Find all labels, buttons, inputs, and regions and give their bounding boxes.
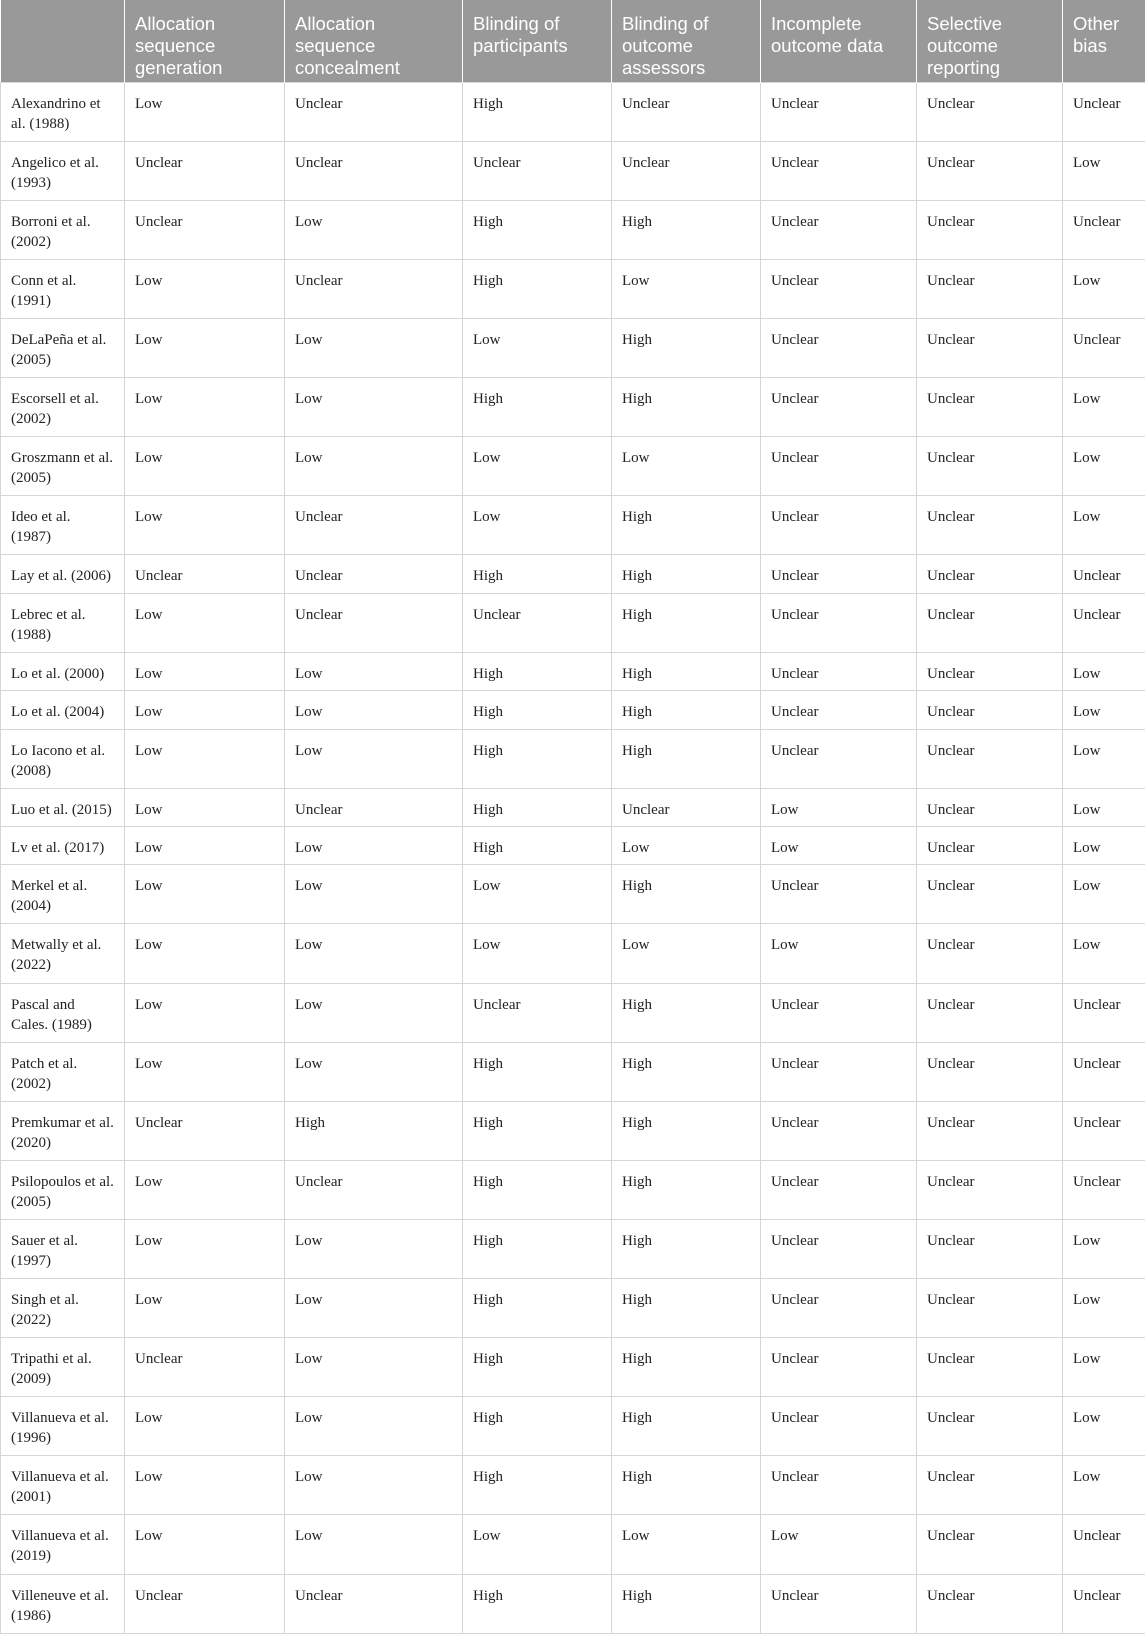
risk-rating-cell: High bbox=[463, 200, 612, 259]
study-cell: Lebrec et al. (1988) bbox=[1, 593, 125, 652]
risk-rating-cell: Low bbox=[1063, 1456, 1145, 1515]
column-header: Allocation sequence concealment bbox=[285, 0, 463, 82]
table-row bbox=[1, 1456, 1145, 1515]
table-row bbox=[1, 1160, 1145, 1219]
table-row bbox=[1, 496, 1145, 555]
table-row bbox=[1, 652, 1145, 690]
study-cell: Singh et al. (2022) bbox=[1, 1279, 125, 1338]
table-row bbox=[1, 1042, 1145, 1101]
risk-rating-cell: Low bbox=[1063, 652, 1145, 690]
table-row bbox=[1, 141, 1145, 200]
risk-rating-cell: Unclear bbox=[285, 82, 463, 141]
risk-rating-cell: Unclear bbox=[917, 1160, 1063, 1219]
risk-rating-cell: High bbox=[612, 555, 761, 593]
risk-rating-cell: Unclear bbox=[917, 437, 1063, 496]
risk-rating-cell: Unclear bbox=[917, 1042, 1063, 1101]
risk-rating-cell: High bbox=[463, 691, 612, 729]
risk-rating-cell: Low bbox=[463, 496, 612, 555]
risk-rating-cell: Unclear bbox=[125, 1574, 285, 1633]
risk-rating-cell: Low bbox=[612, 259, 761, 318]
risk-rating-cell: Low bbox=[463, 1515, 612, 1574]
risk-rating-cell: Low bbox=[125, 1042, 285, 1101]
risk-rating-cell: Unclear bbox=[761, 318, 917, 377]
table-row bbox=[1, 865, 1145, 924]
risk-rating-cell: Low bbox=[1063, 437, 1145, 496]
risk-rating-cell: High bbox=[612, 1160, 761, 1219]
risk-rating-cell: Unclear bbox=[125, 141, 285, 200]
risk-rating-cell: Unclear bbox=[612, 788, 761, 826]
risk-rating-cell: Low bbox=[612, 437, 761, 496]
risk-rating-cell: Low bbox=[612, 1515, 761, 1574]
risk-rating-cell: Low bbox=[612, 924, 761, 983]
risk-rating-cell: High bbox=[612, 1338, 761, 1397]
risk-rating-cell: Low bbox=[463, 865, 612, 924]
study-cell: Patch et al. (2002) bbox=[1, 1042, 125, 1101]
risk-rating-cell: High bbox=[463, 1219, 612, 1278]
risk-rating-cell: Low bbox=[125, 827, 285, 865]
risk-rating-cell: Unclear bbox=[463, 593, 612, 652]
risk-rating-cell: High bbox=[612, 1279, 761, 1338]
risk-rating-cell: Unclear bbox=[125, 1338, 285, 1397]
risk-rating-cell: Unclear bbox=[917, 865, 1063, 924]
column-header: Other bias bbox=[1063, 0, 1145, 82]
risk-rating-cell: Unclear bbox=[917, 141, 1063, 200]
risk-rating-cell: Unclear bbox=[761, 652, 917, 690]
study-cell: Premkumar et al. (2020) bbox=[1, 1101, 125, 1160]
risk-rating-cell: Unclear bbox=[917, 1574, 1063, 1633]
study-cell: Ideo et al. (1987) bbox=[1, 496, 125, 555]
risk-rating-cell: Unclear bbox=[917, 1397, 1063, 1456]
risk-rating-cell: Unclear bbox=[917, 200, 1063, 259]
study-cell: Villanueva et al. (2019) bbox=[1, 1515, 125, 1574]
risk-rating-cell: High bbox=[463, 1160, 612, 1219]
risk-rating-cell: Low bbox=[285, 318, 463, 377]
risk-rating-cell: Unclear bbox=[1063, 593, 1145, 652]
risk-rating-cell: Unclear bbox=[125, 1101, 285, 1160]
table-row bbox=[1, 1397, 1145, 1456]
risk-rating-cell: Low bbox=[125, 983, 285, 1042]
risk-rating-cell: Unclear bbox=[761, 1574, 917, 1633]
risk-rating-cell: Unclear bbox=[761, 200, 917, 259]
risk-rating-cell: Unclear bbox=[1063, 1574, 1145, 1633]
risk-rating-cell: Low bbox=[285, 827, 463, 865]
risk-rating-cell: Low bbox=[1063, 496, 1145, 555]
risk-rating-cell: High bbox=[612, 1456, 761, 1515]
risk-rating-cell: Unclear bbox=[761, 1101, 917, 1160]
risk-rating-cell: High bbox=[463, 788, 612, 826]
risk-rating-cell: Unclear bbox=[1063, 1515, 1145, 1574]
table-row bbox=[1, 1515, 1145, 1574]
risk-rating-cell: Low bbox=[612, 827, 761, 865]
risk-rating-cell: High bbox=[463, 259, 612, 318]
risk-rating-cell: High bbox=[612, 652, 761, 690]
risk-rating-cell: Unclear bbox=[1063, 1101, 1145, 1160]
risk-rating-cell: Low bbox=[285, 691, 463, 729]
risk-rating-cell: Low bbox=[1063, 729, 1145, 788]
risk-rating-cell: High bbox=[463, 652, 612, 690]
table-row bbox=[1, 1279, 1145, 1338]
risk-rating-cell: Unclear bbox=[285, 141, 463, 200]
risk-rating-cell: Low bbox=[285, 1279, 463, 1338]
risk-rating-cell: Low bbox=[125, 318, 285, 377]
risk-rating-cell: Low bbox=[1063, 788, 1145, 826]
risk-rating-cell: Unclear bbox=[761, 555, 917, 593]
table-row bbox=[1, 983, 1145, 1042]
risk-rating-cell: High bbox=[612, 691, 761, 729]
risk-rating-cell: Low bbox=[1063, 865, 1145, 924]
risk-rating-cell: Unclear bbox=[125, 200, 285, 259]
risk-rating-cell: Unclear bbox=[917, 259, 1063, 318]
study-cell: Psilopoulos et al. (2005) bbox=[1, 1160, 125, 1219]
risk-rating-cell: Unclear bbox=[917, 1279, 1063, 1338]
study-cell: Groszmann et al. (2005) bbox=[1, 437, 125, 496]
risk-rating-cell: Low bbox=[285, 1042, 463, 1101]
risk-rating-cell: Low bbox=[125, 437, 285, 496]
risk-rating-cell: Unclear bbox=[1063, 1160, 1145, 1219]
header-study-column bbox=[1, 0, 125, 82]
risk-rating-cell: Low bbox=[1063, 827, 1145, 865]
risk-rating-cell: Low bbox=[125, 377, 285, 436]
risk-rating-cell: High bbox=[463, 82, 612, 141]
column-header: Blinding of participants bbox=[463, 0, 612, 82]
risk-rating-cell: Unclear bbox=[285, 1160, 463, 1219]
risk-rating-cell: Low bbox=[1063, 1219, 1145, 1278]
table-row bbox=[1, 1574, 1145, 1633]
study-cell: Luo et al. (2015) bbox=[1, 788, 125, 826]
study-cell: Conn et al. (1991) bbox=[1, 259, 125, 318]
study-cell: Lv et al. (2017) bbox=[1, 827, 125, 865]
risk-rating-cell: Unclear bbox=[761, 729, 917, 788]
risk-rating-cell: Unclear bbox=[761, 1397, 917, 1456]
table-row bbox=[1, 1101, 1145, 1160]
risk-rating-cell: Low bbox=[125, 1397, 285, 1456]
risk-rating-cell: High bbox=[463, 1279, 612, 1338]
risk-rating-cell: Unclear bbox=[761, 983, 917, 1042]
risk-rating-cell: Unclear bbox=[761, 1279, 917, 1338]
table-row bbox=[1, 437, 1145, 496]
risk-rating-cell: Low bbox=[125, 82, 285, 141]
risk-rating-cell: Unclear bbox=[1063, 1042, 1145, 1101]
study-cell: Villeneuve et al. (1986) bbox=[1, 1574, 125, 1633]
risk-rating-cell: Low bbox=[125, 496, 285, 555]
table-row bbox=[1, 1219, 1145, 1278]
table-body bbox=[1, 82, 1145, 1633]
risk-rating-cell: Unclear bbox=[285, 555, 463, 593]
risk-rating-cell: Unclear bbox=[917, 1101, 1063, 1160]
risk-rating-cell: Low bbox=[285, 200, 463, 259]
risk-rating-cell: Unclear bbox=[761, 377, 917, 436]
risk-rating-cell: High bbox=[463, 1574, 612, 1633]
risk-rating-cell: Low bbox=[285, 377, 463, 436]
risk-rating-cell: Unclear bbox=[612, 141, 761, 200]
risk-rating-cell: Unclear bbox=[761, 1338, 917, 1397]
table-row bbox=[1, 691, 1145, 729]
risk-rating-cell: Unclear bbox=[761, 259, 917, 318]
table-row bbox=[1, 82, 1145, 141]
risk-rating-cell: High bbox=[463, 1456, 612, 1515]
risk-rating-cell: Low bbox=[285, 1397, 463, 1456]
risk-rating-cell: Low bbox=[285, 865, 463, 924]
risk-rating-cell: Low bbox=[761, 788, 917, 826]
risk-rating-cell: Unclear bbox=[917, 983, 1063, 1042]
risk-rating-cell: Unclear bbox=[917, 593, 1063, 652]
risk-rating-cell: Low bbox=[1063, 1279, 1145, 1338]
risk-rating-cell: Unclear bbox=[463, 141, 612, 200]
risk-rating-cell: Unclear bbox=[125, 555, 285, 593]
table-row bbox=[1, 200, 1145, 259]
risk-rating-cell: High bbox=[463, 1397, 612, 1456]
study-cell: Sauer et al. (1997) bbox=[1, 1219, 125, 1278]
study-cell: Borroni et al. (2002) bbox=[1, 200, 125, 259]
study-cell: Pascal and Cales. (1989) bbox=[1, 983, 125, 1042]
risk-rating-cell: High bbox=[612, 865, 761, 924]
risk-rating-cell: High bbox=[612, 200, 761, 259]
risk-rating-cell: Unclear bbox=[612, 82, 761, 141]
risk-rating-cell: High bbox=[463, 827, 612, 865]
column-header: Allocation sequence generation bbox=[125, 0, 285, 82]
risk-rating-cell: Unclear bbox=[1063, 82, 1145, 141]
risk-rating-cell: Low bbox=[125, 652, 285, 690]
risk-rating-cell: Low bbox=[285, 1456, 463, 1515]
study-cell: DeLaPeña et al. (2005) bbox=[1, 318, 125, 377]
risk-rating-cell: Unclear bbox=[917, 924, 1063, 983]
risk-rating-cell: Low bbox=[125, 1219, 285, 1278]
risk-rating-cell: High bbox=[612, 983, 761, 1042]
study-cell: Villanueva et al. (1996) bbox=[1, 1397, 125, 1456]
study-cell: Tripathi et al. (2009) bbox=[1, 1338, 125, 1397]
risk-rating-cell: Low bbox=[1063, 259, 1145, 318]
risk-rating-cell: Unclear bbox=[285, 788, 463, 826]
study-cell: Escorsell et al. (2002) bbox=[1, 377, 125, 436]
column-header: Blinding of outcome assessors bbox=[612, 0, 761, 82]
risk-rating-cell: Low bbox=[761, 827, 917, 865]
risk-rating-cell: Unclear bbox=[917, 691, 1063, 729]
risk-rating-cell: Unclear bbox=[761, 437, 917, 496]
risk-rating-cell: Unclear bbox=[285, 1574, 463, 1633]
risk-rating-cell: Unclear bbox=[1063, 200, 1145, 259]
study-cell: Lo et al. (2004) bbox=[1, 691, 125, 729]
risk-rating-cell: Unclear bbox=[917, 555, 1063, 593]
risk-rating-cell: Unclear bbox=[917, 788, 1063, 826]
table-row bbox=[1, 729, 1145, 788]
risk-rating-cell: Unclear bbox=[1063, 983, 1145, 1042]
risk-rating-cell: High bbox=[612, 1574, 761, 1633]
risk-rating-cell: Unclear bbox=[761, 141, 917, 200]
study-cell: Villanueva et al. (2001) bbox=[1, 1456, 125, 1515]
table-row bbox=[1, 318, 1145, 377]
risk-rating-cell: Low bbox=[125, 593, 285, 652]
study-cell: Lo Iacono et al. (2008) bbox=[1, 729, 125, 788]
risk-rating-cell: Unclear bbox=[761, 82, 917, 141]
risk-rating-cell: Unclear bbox=[917, 1515, 1063, 1574]
risk-rating-cell: Unclear bbox=[917, 82, 1063, 141]
risk-rating-cell: Low bbox=[1063, 924, 1145, 983]
study-cell: Lo et al. (2000) bbox=[1, 652, 125, 690]
risk-rating-cell: Unclear bbox=[761, 1042, 917, 1101]
risk-rating-cell: High bbox=[463, 555, 612, 593]
risk-rating-cell: Low bbox=[125, 1456, 285, 1515]
table-row bbox=[1, 593, 1145, 652]
risk-rating-cell: Low bbox=[1063, 377, 1145, 436]
risk-rating-cell: High bbox=[612, 318, 761, 377]
risk-rating-cell: Unclear bbox=[285, 259, 463, 318]
risk-rating-cell: Low bbox=[463, 437, 612, 496]
risk-rating-cell: Low bbox=[125, 1160, 285, 1219]
risk-rating-cell: Low bbox=[761, 924, 917, 983]
risk-rating-cell: Low bbox=[125, 729, 285, 788]
risk-rating-cell: High bbox=[612, 1219, 761, 1278]
risk-rating-cell: Low bbox=[285, 924, 463, 983]
risk-rating-cell: Unclear bbox=[761, 496, 917, 555]
risk-rating-cell: Unclear bbox=[917, 1456, 1063, 1515]
risk-rating-cell: Unclear bbox=[761, 691, 917, 729]
risk-rating-cell: High bbox=[612, 1042, 761, 1101]
risk-rating-cell: Unclear bbox=[917, 729, 1063, 788]
risk-rating-cell: Unclear bbox=[917, 318, 1063, 377]
risk-rating-cell: Low bbox=[1063, 1397, 1145, 1456]
risk-rating-cell: Unclear bbox=[917, 1219, 1063, 1278]
risk-rating-cell: Low bbox=[285, 1338, 463, 1397]
risk-rating-cell: High bbox=[612, 1101, 761, 1160]
risk-rating-cell: Unclear bbox=[761, 1219, 917, 1278]
risk-rating-cell: Unclear bbox=[917, 377, 1063, 436]
risk-rating-cell: Low bbox=[125, 691, 285, 729]
study-cell: Lay et al. (2006) bbox=[1, 555, 125, 593]
table-row bbox=[1, 555, 1145, 593]
risk-rating-cell: High bbox=[612, 1397, 761, 1456]
risk-rating-cell: Unclear bbox=[917, 496, 1063, 555]
study-cell: Alexandrino et al. (1988) bbox=[1, 82, 125, 141]
table-row bbox=[1, 377, 1145, 436]
risk-rating-cell: Low bbox=[1063, 1338, 1145, 1397]
risk-rating-cell: Unclear bbox=[917, 827, 1063, 865]
risk-rating-cell: Unclear bbox=[285, 593, 463, 652]
table-row bbox=[1, 259, 1145, 318]
risk-rating-cell: Unclear bbox=[463, 983, 612, 1042]
study-cell: Metwally et al. (2022) bbox=[1, 924, 125, 983]
column-header: Selective outcome reporting bbox=[917, 0, 1063, 82]
risk-rating-cell: Low bbox=[761, 1515, 917, 1574]
risk-rating-cell: Low bbox=[125, 1279, 285, 1338]
table-row bbox=[1, 827, 1145, 865]
risk-rating-cell: Low bbox=[463, 318, 612, 377]
table-row bbox=[1, 924, 1145, 983]
risk-rating-cell: Low bbox=[1063, 141, 1145, 200]
study-cell: Angelico et al. (1993) bbox=[1, 141, 125, 200]
risk-rating-cell: Unclear bbox=[1063, 318, 1145, 377]
risk-rating-cell: Low bbox=[285, 729, 463, 788]
risk-rating-cell: Low bbox=[285, 1515, 463, 1574]
risk-rating-cell: High bbox=[463, 1338, 612, 1397]
risk-rating-cell: High bbox=[285, 1101, 463, 1160]
risk-rating-cell: Unclear bbox=[761, 1456, 917, 1515]
risk-rating-cell: Unclear bbox=[1063, 555, 1145, 593]
risk-rating-cell: Low bbox=[285, 1219, 463, 1278]
risk-rating-cell: Low bbox=[125, 865, 285, 924]
risk-rating-cell: High bbox=[612, 496, 761, 555]
table-header bbox=[1, 0, 1145, 82]
risk-rating-cell: Unclear bbox=[761, 1160, 917, 1219]
risk-rating-cell: High bbox=[612, 729, 761, 788]
table-row bbox=[1, 788, 1145, 826]
risk-rating-cell: Unclear bbox=[917, 1338, 1063, 1397]
study-cell: Merkel et al. (2004) bbox=[1, 865, 125, 924]
risk-rating-cell: High bbox=[463, 1042, 612, 1101]
risk-rating-cell: High bbox=[463, 377, 612, 436]
risk-rating-cell: Low bbox=[125, 259, 285, 318]
column-header: Incomplete outcome data bbox=[761, 0, 917, 82]
header-row bbox=[1, 0, 1145, 82]
risk-rating-cell: Low bbox=[463, 924, 612, 983]
risk-rating-cell: Unclear bbox=[761, 593, 917, 652]
risk-rating-cell: Low bbox=[285, 437, 463, 496]
risk-rating-cell: Unclear bbox=[285, 496, 463, 555]
risk-rating-cell: High bbox=[612, 593, 761, 652]
risk-rating-cell: High bbox=[612, 377, 761, 436]
risk-rating-cell: Low bbox=[285, 652, 463, 690]
risk-rating-cell: High bbox=[463, 1101, 612, 1160]
risk-rating-cell: Unclear bbox=[917, 652, 1063, 690]
risk-rating-cell: High bbox=[463, 729, 612, 788]
table-row bbox=[1, 1338, 1145, 1397]
risk-rating-cell: Low bbox=[125, 788, 285, 826]
risk-rating-cell: Low bbox=[285, 983, 463, 1042]
risk-rating-cell: Unclear bbox=[761, 865, 917, 924]
risk-rating-cell: Low bbox=[125, 924, 285, 983]
risk-rating-cell: Low bbox=[1063, 691, 1145, 729]
risk-rating-cell: Low bbox=[125, 1515, 285, 1574]
